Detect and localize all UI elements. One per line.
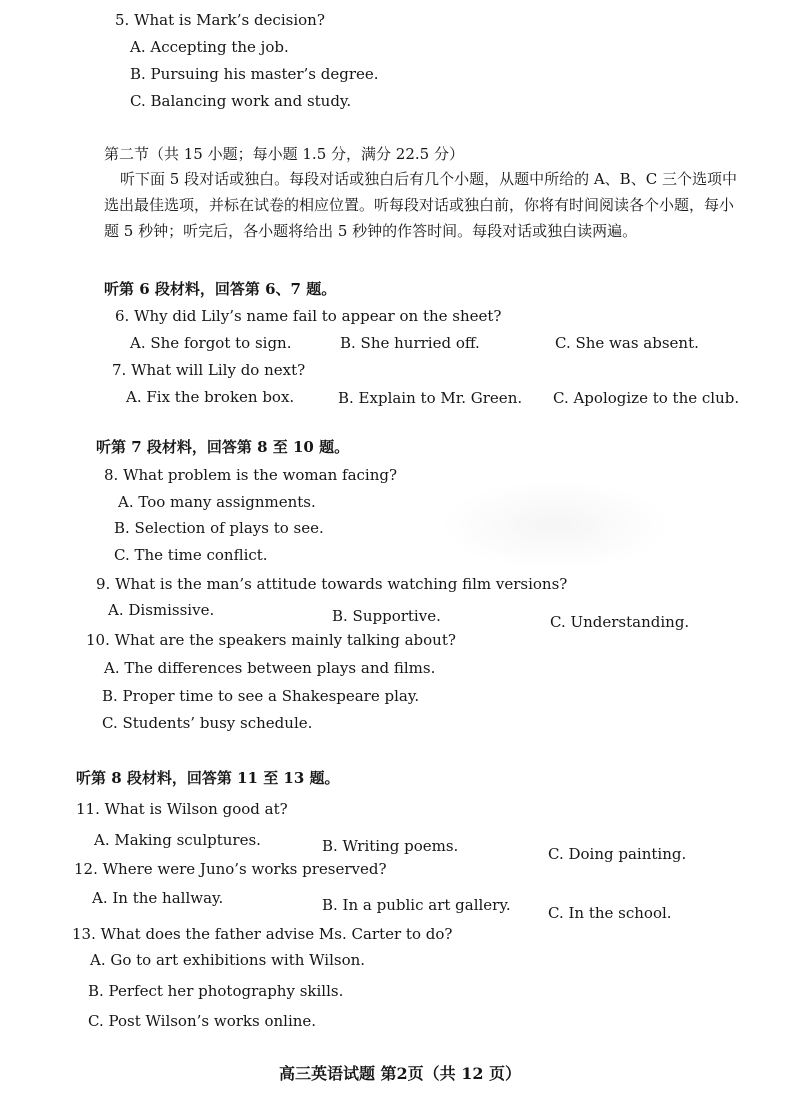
q13-option-a: A. Go to art exhibitions with Wilson. xyxy=(90,951,366,969)
q7-option-a: A. Fix the broken box. xyxy=(126,388,295,406)
q13-option-c: C. Post Wilson’s works online. xyxy=(88,1012,317,1030)
q8-option-b: B. Selection of plays to see. xyxy=(114,519,324,537)
q5-option-c: C. Balancing work and study. xyxy=(130,92,352,110)
q8-option-a: A. Too many assignments. xyxy=(118,493,316,511)
question-6: 6. Why did Lily’s name fail to appear on the sheet? xyxy=(115,307,502,325)
question-9: 9. What is the man’s attitude towards watching film versions? xyxy=(96,575,568,593)
section-2-instructions: 听下面 5 段对话或独白。每段对话或独白后有几个小题，从题中所给的 A、B、C 三个选项中选出最佳选项，并标在试卷的相应位置。听每段对话或独白前，你将有时间阅读各个小题，每小题 5 秒钟；听完后，各小题将给出 5 秒钟的作答时间。每段对话或独白读两遍。 xyxy=(104,170,737,240)
q11-option-a: A. Making sculptures. xyxy=(94,831,261,849)
question-10: 10. What are the speakers mainly talking about? xyxy=(86,631,456,649)
material-6-header: 听第 6 段材料，回答第 6、7 题。 xyxy=(104,280,337,298)
q10-option-b: B. Proper time to see a Shakespeare play. xyxy=(102,687,420,705)
q6-option-b: B. She hurried off. xyxy=(340,334,480,352)
q7-option-b: B. Explain to Mr. Green. xyxy=(338,389,523,407)
question-5: 5. What is Mark’s decision? xyxy=(115,11,325,29)
page-footer: 高三英语试题 第2页（共 12 页） xyxy=(278,1064,522,1083)
q12-option-c: C. In the school. xyxy=(548,904,672,922)
q12-option-b: B. In a public art gallery. xyxy=(322,896,511,914)
q9-option-a: A. Dismissive. xyxy=(108,601,215,619)
section-2-heading: 第二节（共 15 小题；每小题 1.5 分，满分 22.5 分） xyxy=(104,145,464,163)
question-7: 7. What will Lily do next? xyxy=(112,361,306,379)
q7-option-c: C. Apologize to the club. xyxy=(553,389,740,407)
question-11: 11. What is Wilson good at? xyxy=(76,800,288,818)
q10-option-c: C. Students’ busy schedule. xyxy=(102,714,313,732)
q6-option-c: C. She was absent. xyxy=(555,334,699,352)
q10-option-a: A. The differences between plays and films. xyxy=(104,659,436,677)
q12-option-a: A. In the hallway. xyxy=(92,889,224,907)
question-8: 8. What problem is the woman facing? xyxy=(104,466,398,484)
q13-option-b: B. Perfect her photography skills. xyxy=(88,982,344,1000)
q8-option-c: C. The time conflict. xyxy=(114,546,268,564)
question-13: 13. What does the father advise Ms. Carter to do? xyxy=(72,925,453,943)
q5-option-a: A. Accepting the job. xyxy=(130,38,289,56)
q11-option-b: B. Writing poems. xyxy=(322,837,459,855)
q5-option-b: B. Pursuing his master’s degree. xyxy=(130,65,379,83)
q11-option-c: C. Doing painting. xyxy=(548,845,687,863)
material-7-header: 听第 7 段材料，回答第 8 至 10 题。 xyxy=(96,438,350,456)
question-12: 12. Where were Juno’s works preserved? xyxy=(74,860,387,878)
q9-option-b: B. Supportive. xyxy=(332,607,441,625)
scan-shadow xyxy=(440,480,670,570)
material-8-header: 听第 8 段材料，回答第 11 至 13 题。 xyxy=(76,769,340,787)
q9-option-c: C. Understanding. xyxy=(550,613,690,631)
q6-option-a: A. She forgot to sign. xyxy=(130,334,292,352)
